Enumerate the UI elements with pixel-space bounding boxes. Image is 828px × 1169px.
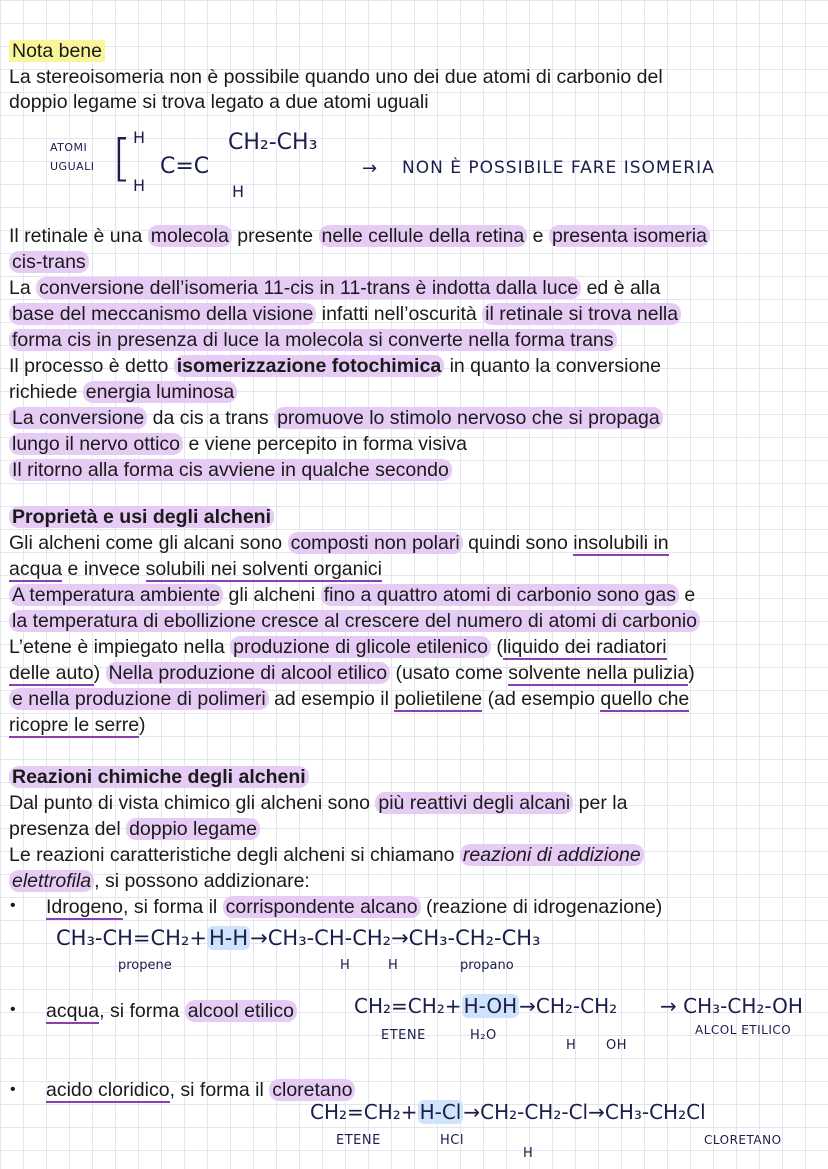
reazioni-line: Le reazioni caratteristiche degli alcheni si chiamano reazioni di addizione [9,842,644,868]
bullet-item-acido: acido cloridico, si forma il cloretano [46,1077,355,1103]
double-bond-formula: C=C [160,154,210,179]
equation-atom-h: H [340,958,350,973]
atom-h: H [232,182,245,201]
ethyl-group: CH₂-CH₃ [228,130,318,155]
label-etene: ETENE [336,1133,381,1148]
label-alcol-etilico: ALCOL ETILICO [695,1023,792,1037]
retinale-line: cis-trans [9,249,89,275]
nota-line: doppio legame si trova legato a due atomi uguali [9,91,429,113]
equation-hydration-product: → CH₃-CH₂-OH [660,994,803,1018]
retinale-line: base del meccanismo della visione infatti nell’oscurità il retinale si trova nella [9,301,681,327]
equation-atom-h: H [388,958,398,973]
label-etene: ETENE [381,1028,426,1043]
label-cloretano: CLORETANO [704,1133,782,1147]
equation-hydrohalogenation: CH₂=CH₂+ H-Cl →CH₂-CH₂-Cl→CH₃-CH₂Cl [310,1100,706,1124]
label-propano: propano [460,958,514,973]
retinale-line: Il ritorno alla forma cis avviene in qualche secondo [9,457,452,483]
proprieta-line: acqua e invece solubili nei solventi organici [9,558,382,580]
reazioni-line: elettrofila , si possono addizionare: [9,868,310,894]
retinale-line: La conversione dell’isomeria 11-cis in 11-trans è indotta dalla luce ed è alla [9,277,661,299]
section-title-proprieta: Proprietà e usi degli alcheni [9,504,274,530]
retinale-line: La conversione da cis a trans promuove lo stimolo nervoso che si propaga [9,405,663,431]
equation-hydration: CH₂=CH₂+ H-OH →CH₂-CH₂ [354,994,618,1018]
atomi-label: ATOMI [50,141,88,154]
proprieta-line: la temperatura di ebollizione cresce al crescere del numero di atomi di carbonio [9,608,700,634]
label-h2o: H₂O [470,1028,497,1043]
proprieta-line: A temperatura ambiente gli alcheni fino a quattro atomi di carbonio sono gas e [9,582,695,608]
equation-atom-h: H [523,1146,534,1161]
retinale-line: forma cis in presenza di luce la molecola si converte nella forma trans [9,327,617,353]
bracket-icon: [ [112,129,132,187]
retinale-line: lungo il nervo ottico e viene percepito in forma visiva [9,431,467,457]
proprieta-line: delle auto) Nella produzione di alcool etilico (usato come solvente nella pulizia) [9,662,695,684]
non-possibile-note: NON È POSSIBILE FARE ISOMERIA [402,158,715,178]
section-title-reazioni: Reazioni chimiche degli alcheni [9,764,309,790]
retinale-line: Il retinale è una molecola presente nelle cellule della retina e presenta isomeria [9,223,710,249]
proprieta-line: e nella produzione di polimeri ad esempio il polietilene (ad esempio quello che [9,686,689,712]
atom-h: H [133,176,146,195]
retinale-line: Il processo è detto isomerizzazione fotochimica in quanto la conversione [9,355,661,377]
equation-hydrogenation: CH₃-CH=CH₂+H-H→CH₃-CH-CH₂→CH₃-CH₂-CH₃ [56,926,541,950]
bullet-item-idrogeno: Idrogeno, si forma il corrispondente alcano (reazione di idrogenazione) [46,896,663,918]
equation-atom-h: H [566,1038,577,1053]
proprieta-line: L’etene è impiegato nella produzione di glicole etilenico (liquido dei radiatori [9,636,667,658]
reazioni-line: Dal punto di vista chimico gli alcheni sono più reattivi degli alcani per la [9,792,628,814]
nota-line: La stereoisomeria non è possibile quando uno dei due atomi di carbonio del [9,66,663,88]
bullet-icon: • [10,897,16,914]
bullet-item-acqua: acqua, si forma alcool etilico [46,998,297,1024]
atom-h: H [133,128,146,147]
equation-group-oh: OH [606,1038,628,1053]
label-propene: propene [118,958,172,973]
bullet-icon: • [10,1081,16,1098]
reazioni-line: presenza del doppio legame [9,816,260,842]
nota-title: Nota bene [9,38,105,64]
proprieta-line: ricopre le serre) [9,714,146,736]
bullet-icon: • [10,1001,16,1018]
uguali-label: UGUALI [50,160,95,173]
retinale-line: richiede energia luminosa [9,379,237,405]
proprieta-line: Gli alcheni come gli alcani sono composti non polari quindi sono insolubili in [9,532,669,554]
arrow-icon: → [362,158,378,179]
label-hcl: HCl [440,1133,464,1148]
